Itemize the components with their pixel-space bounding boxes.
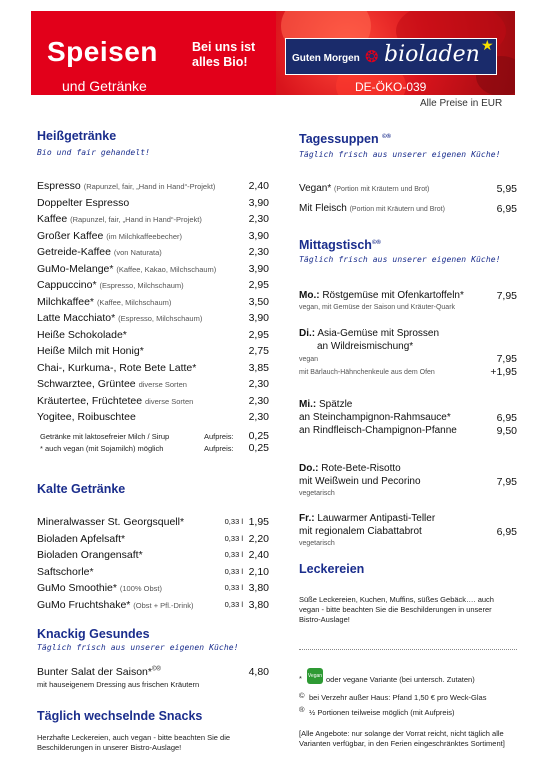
section-title-knackig: Knackig Gesundes [37, 627, 150, 641]
extra-vegan-label: Aufpreis: [204, 444, 234, 453]
dish-fr [299, 513, 435, 525]
mittag-title-text: Mittagstisch [299, 238, 372, 252]
menu-row [37, 246, 269, 260]
item-size: 0,33 l [224, 550, 243, 559]
dish-di-surcharge: +1,95 [490, 366, 517, 378]
item-price: 2,10 [248, 565, 269, 578]
dish-mi [299, 399, 352, 411]
item-name: Chai-, Kurkuma-, Rote Bete Latte* [37, 361, 197, 374]
menu-row [37, 566, 269, 580]
dish-do [299, 463, 401, 475]
item-name: Yogitee, Roibuschtee [37, 411, 136, 423]
dish-mi-line2: an Steinchampignon-Rahmsauce* [299, 412, 451, 423]
item-name: Saftschorle* [37, 565, 94, 578]
item-name: Espresso [37, 180, 81, 192]
dish-fr-name: Lauwarmer Antipasti-Teller [314, 513, 436, 524]
extra-lactose-text: Getränke mit laktosefreier Milch / Sirup [40, 432, 170, 441]
dish-do-price: 7,95 [496, 476, 517, 488]
dish-di-name: Asia-Gemüse mit Sprossen [315, 328, 440, 339]
item-size: 0,33 l [224, 583, 243, 592]
day-do: Do.: [299, 463, 319, 474]
item-note: (Rapunzel, fair, „Hand in Hand“-Projekt) [83, 182, 216, 191]
item-name: Kräutertee, Früchtetee [37, 394, 143, 407]
soup-row [299, 183, 517, 197]
section-subtitle-mittagstisch: Täglich frisch aus unserer eigenen Küche! [299, 255, 501, 264]
item-price: 3,80 [248, 582, 269, 594]
item-price: 3,90 [248, 312, 269, 324]
tagline: Bei uns ist alles Bio! [192, 40, 256, 69]
dish-fr-price: 6,95 [496, 526, 517, 538]
item-name: Kaffee [37, 213, 68, 225]
item-price: 2,40 [248, 180, 269, 192]
eco-code: DE-ÖKO-039 [355, 80, 427, 94]
section-title-mittagstisch [299, 238, 381, 252]
section-title-kalte-getraenke: Kalte Getränke [37, 482, 126, 496]
item-price: 2,30 [248, 411, 269, 423]
salad-price: 4,80 [248, 666, 269, 678]
dish-mi-line3: an Rindfleisch-Champignon-Pfanne [299, 425, 457, 436]
item-name: Latte Macchiato* [37, 312, 116, 324]
section-subtitle-knackig: Täglich frisch aus unserer eigenen Küche! [37, 643, 239, 652]
page-subtitle: und Getränke [62, 78, 147, 94]
dish-di [299, 328, 439, 340]
item-name: Heiße Milch mit Honig* [37, 345, 144, 357]
item-name: Bioladen Orangensaft* [37, 549, 143, 561]
item-note: (Rapunzel, fair, „Hand in Hand“-Projekt) [70, 215, 202, 224]
leckereien-text: Süße Leckereien, Kuchen, Muffins, süßes Gebäck…. auch vegan - bitte beachten Sie die Beschilderungen in unserer Bistro-Auslage! [299, 595, 494, 624]
vegan-leaf-icon [307, 667, 323, 685]
salad-marks: ©® [152, 666, 161, 673]
item-price: 2,30 [248, 394, 269, 407]
item-name: Getreide-Kaffee [37, 246, 111, 258]
item-price: 1,95 [248, 516, 269, 528]
menu-row [37, 213, 269, 227]
day-fr: Fr.: [299, 513, 315, 524]
menu-row [37, 263, 269, 277]
legend-to-go-text: bei Verzehr außer Haus: Pfand 1,50 € pro Weck-Glas [309, 693, 487, 702]
salad-row [37, 666, 269, 680]
item-name: GuMo-Melange* [37, 262, 114, 275]
item-size: 0,33 l [224, 517, 243, 526]
dish-do-line2: mit Weißwein und Pecorino [299, 476, 421, 487]
menu-row [37, 549, 269, 563]
tagessuppen-title-text: Tagessuppen [299, 132, 379, 146]
mittag-marks: ©® [371, 239, 381, 246]
page-title: Speisen [47, 36, 158, 67]
dish-fr-line2: mit regionalem Ciabattabrot [299, 526, 422, 537]
menu-row [37, 516, 269, 530]
section-subtitle-heissgetraenke: Bio und fair gehandelt! [37, 148, 151, 157]
extra-vegan-text: * auch vegan (mit Sojamilch) möglich [40, 444, 164, 453]
legend-to-go-mark: © [299, 691, 305, 700]
item-price: 2,40 [248, 549, 269, 561]
item-price: 3,85 [248, 361, 269, 374]
salad-name: Bunter Salat der Saison* [37, 666, 152, 678]
item-price: 2,30 [248, 378, 269, 390]
menu-row [37, 230, 269, 244]
section-title-heissgetraenke: Heißgetränke [37, 129, 117, 143]
item-note: (Kaffee, Milchschaum) [96, 297, 172, 307]
menu-row [37, 599, 269, 613]
dish-di-note-vegan: vegan [299, 356, 319, 363]
legend-half-mark: ® [299, 705, 305, 714]
soup-row [299, 203, 517, 217]
dish-mi-name: Spätzle [316, 399, 353, 410]
item-price: 3,80 [248, 598, 269, 611]
dish-fr-note: vegetarisch [299, 540, 335, 547]
item-size: 0,33 l [224, 566, 243, 576]
dish-mi-price2: 9,50 [496, 425, 517, 437]
dish-di-line2: an Wildreismischung* [317, 341, 414, 352]
star-icon: ★ [481, 37, 494, 53]
dish-do-name: Rote-Bete-Risotto [318, 463, 401, 474]
dish-do-note: vegetarisch [299, 490, 335, 497]
legend-divider [299, 649, 517, 650]
item-price: 2,75 [248, 345, 269, 357]
item-name: Bioladen Apfelsaft* [37, 532, 126, 545]
dish-mo-name: Röstgemüse mit Ofenkartoffeln* [319, 290, 464, 301]
menu-row [37, 378, 269, 392]
soup-note: (Portion mit Kräutern und Brot) [349, 206, 445, 213]
menu-row [37, 180, 269, 194]
item-name: GuMo Fruchtshake* [37, 598, 131, 611]
item-name: Milchkaffee* [37, 295, 95, 308]
item-name: Mineralwasser St. Georgsquell* [37, 516, 185, 528]
menu-row [37, 197, 269, 211]
day-mo: Mo.: [299, 290, 320, 301]
dish-di-note-meat: mit Bärlauch-Hähnchenkeule aus dem Ofen [299, 369, 435, 376]
swirl-icon: ❂ [365, 49, 379, 66]
dish-mo-note: vegan, mit Gemüse der Saison und Kräuter-Quark [299, 304, 456, 311]
item-size: 0,33 l [224, 599, 243, 609]
item-note: (Espresso, Milchschaum) [99, 281, 184, 290]
menu-row [37, 312, 269, 326]
item-name: Cappuccino* [37, 279, 97, 291]
menu-row [37, 362, 269, 376]
soup-name: Mit Fleisch [299, 203, 347, 214]
menu-row [37, 279, 269, 293]
item-note: (Kaffee, Kakao, Milchschaum) [116, 264, 217, 274]
item-note: diverse Sorten [144, 396, 194, 406]
logo-wordmark: bioladen [384, 42, 480, 67]
item-price: 2,20 [248, 532, 269, 545]
item-note: (100% Obst) [119, 584, 162, 593]
item-note: (von Naturata) [113, 248, 162, 257]
dish-mi-price1: 6,95 [496, 412, 517, 424]
item-name: Schwarztee, Grüntee [37, 378, 136, 390]
soup-price: 6,95 [496, 203, 517, 215]
dish-mo [299, 290, 464, 302]
item-price: 2,95 [248, 279, 269, 291]
section-title-tagessuppen [299, 132, 391, 146]
item-size: 0,33 l [224, 533, 243, 543]
menu-row [37, 411, 269, 425]
item-name: Heiße Schokolade* [37, 328, 127, 341]
dish-di-price: 7,95 [496, 353, 517, 365]
item-price: 2,95 [248, 328, 269, 341]
section-title-snacks: Täglich wechselnde Snacks [37, 709, 203, 723]
logo-small-text: Guten Morgen [292, 53, 360, 64]
item-name: GuMo Smoothie* [37, 582, 117, 594]
item-note: (im Milchkaffeebecher) [106, 231, 182, 241]
legend-vegan-text: oder vegane Variante (bei untersch. Zutaten) [326, 675, 475, 684]
item-price: 3,50 [248, 295, 269, 308]
item-price: 2,30 [248, 246, 269, 258]
menu-row [37, 296, 269, 310]
item-name: Großer Kaffee [37, 229, 104, 242]
dish-mo-price: 7,95 [496, 290, 517, 302]
day-mi: Mi.: [299, 399, 317, 410]
legend-half-text: ½ Portionen teilweise möglich (mit Aufpreis) [309, 708, 455, 717]
item-price: 3,90 [248, 262, 269, 275]
item-note: (Espresso, Milchschaum) [118, 314, 203, 323]
legend-star: * [299, 674, 302, 683]
price-note: Alle Preise in EUR [420, 98, 503, 109]
extra-vegan-price: 0,25 [248, 442, 269, 454]
menu-row [37, 329, 269, 343]
soup-note: (Portion mit Kräutern und Brot) [334, 186, 430, 193]
item-note: (Obst + Pfl.-Drink) [133, 600, 194, 610]
section-subtitle-tagessuppen: Täglich frisch aus unserer eigenen Küche! [299, 150, 501, 159]
menu-row [37, 395, 269, 409]
day-di: Di.: [299, 328, 316, 339]
extra-lactose-price: 0,25 [248, 430, 269, 442]
tagessuppen-marks: ©® [382, 133, 391, 140]
item-price: 3,90 [248, 229, 269, 242]
item-name: Doppelter Espresso [37, 196, 130, 209]
snacks-text: Herzhafte Leckereien, auch vegan - bitte beachten Sie die Beschilderungen in unserer Bistro-Auslage! [37, 733, 231, 752]
soup-name: Vegan* [299, 183, 332, 194]
extra-lactose-label: Aufpreis: [204, 432, 234, 441]
menu-row [37, 582, 269, 596]
soup-price: 5,95 [496, 183, 517, 195]
menu-row [37, 533, 269, 547]
menu-row [37, 345, 269, 359]
legend-availability-note: [Alle Angebote: nur solange der Vorrat reicht, nicht täglich alle Varianten verfügbar, in den Ferien eingeschränktes Sortiment] [299, 729, 505, 748]
salad-note: mit hauseigenem Dressing aus frischen Kräutern [37, 680, 200, 689]
bioladen-logo [285, 38, 497, 75]
item-note: diverse Sorten [138, 380, 187, 389]
item-price: 2,30 [248, 213, 269, 225]
vegan-badge: Vegan [307, 668, 323, 684]
section-title-leckereien: Leckereien [299, 562, 365, 576]
item-price: 3,90 [248, 196, 269, 209]
